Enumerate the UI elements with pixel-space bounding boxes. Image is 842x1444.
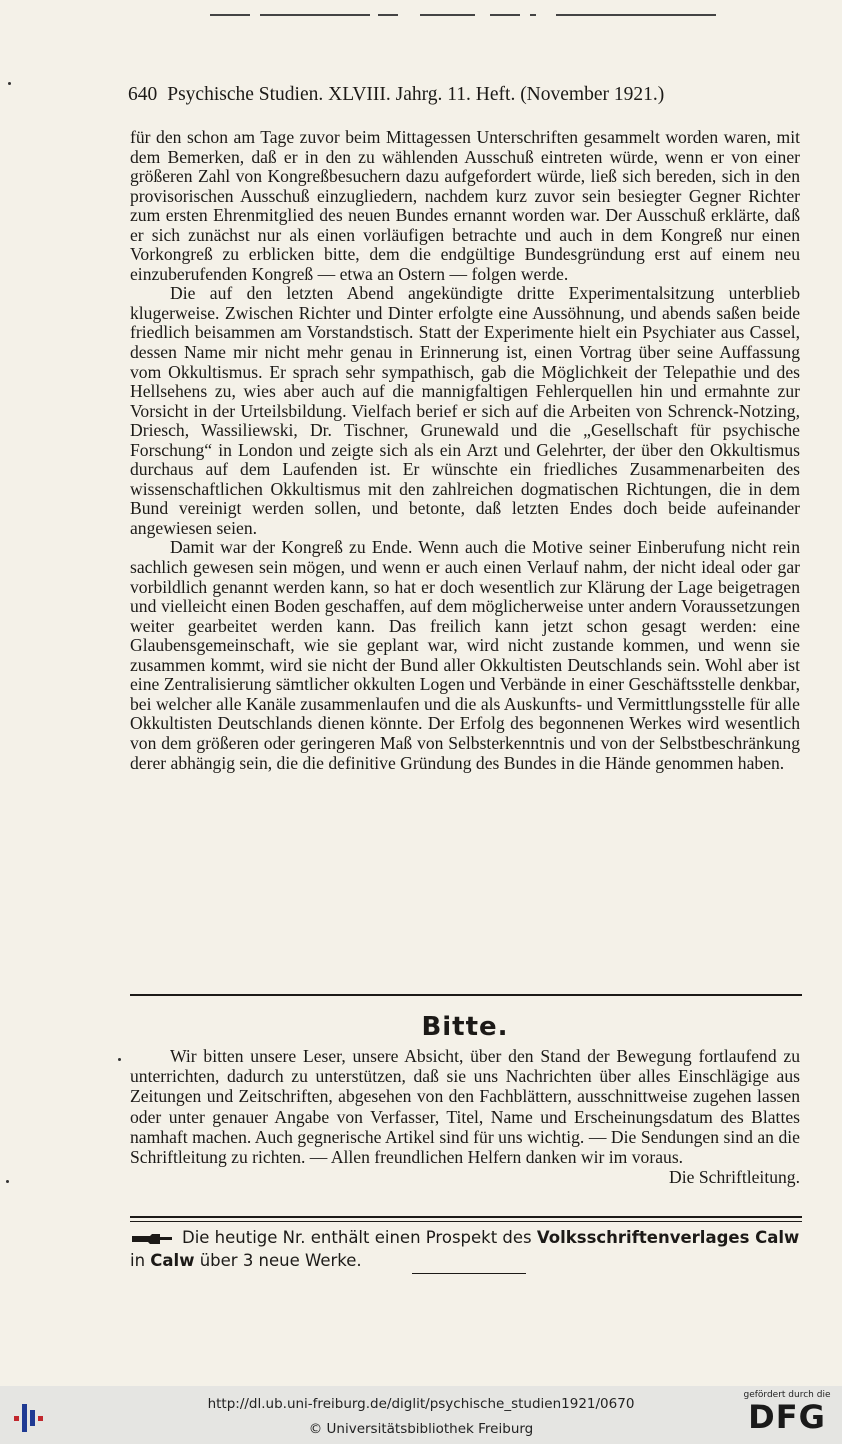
dfg-logo: DFG [748, 1398, 826, 1436]
copyright-notice: © Universitätsbibliothek Freiburg [308, 1421, 534, 1437]
bitte-notice [130, 1046, 800, 1187]
scan-speck [118, 1058, 121, 1061]
article-paragraph: für den schon am Tage zuvor beim Mittagessen Unterschriften gesammelt worden waren, mit dem Bemerken, daß er in den zu wählenden Ausschuß eintreten würde, wenn er von einer größeren Zahl von Kongreßbesuchern dazu aufgefordert würde, ließ sich bereden, sich in den provisorischen Ausschuß einzugliedern, nachdem kurz zuvor sein besiegter Gegner Richter zum ersten Ehrenmitglied des neuen Bundes ernannt worden war. Der Ausschuß erklärte, daß er sich zunächst nur als einen vorläufigen betrachte und auch in dem Kongreß nur einen Vorkongreß zu erblicken bitte, dem die endgültige Bundesgründung erst auf einem neu einzuberufenden Kongreß — etwa an Ostern — folgen werde. [130, 127, 800, 284]
pointing-hand-icon [130, 1233, 174, 1245]
funder-badge [742, 1390, 832, 1434]
article-paragraph: Damit war der Kongreß zu Ende. Wenn auch die Motive seiner Einberufung nicht rein sachlich gewesen sein mögen, und wenn er auch einen Verlauf nahm, der nicht ideal oder gar vorbildlich genannt werden kann, so hat er doch wesentlich zur Klärung der Lage beigetragen und vielleicht einen Boden geschaffen, auf dem möglicherweise unter andern Voraussetzungen weiter gearbeitet werden kann. Das freilich kann jetzt schon gesagt werden: eine Glaubensgemeinschaft, wie sie geplant war, wird nicht zustande kommen, und wenn sie zusammen kommt, wird sie nicht der Bund aller Okkultisten Deutschlands sein. Wohl aber ist eine Zentralisierung sämtlicher okkulten Logen und Verbände in einer Geschäftsstelle denkbar, bei welcher alle Kanäle zusammenlaufen und die als Auskunfts- und Vermittlungsstelle für alle Okkultisten Deutschlands dienen könnte. Der Erfolg des begonnenen Werkes wird wesentlich von dem größeren oder geringeren Maß von Selbsterkenntnis und von der Selbstbeschränkung derer abhängig sein, die die definitive Gründung des Bundes in die Hände genommen haben. [130, 537, 800, 773]
scan-header-marks [200, 14, 720, 20]
scan-speck [6, 1180, 9, 1183]
notice-text: in [130, 1251, 146, 1270]
article-body [130, 128, 800, 773]
article-paragraph: Die auf den letzten Abend angekündigte dritte Experimentalsitzung unterblieb klugerweise. Zwischen Richter und Dinter erfolgte eine Aussöhnung, und abends saßen beide friedlich beisammen am Vorstandstisch. Statt der Experimente hielt ein Psychiater aus Cassel, dessen Name mir nicht mehr genau in Erinnerung ist, einen Vortrag über seine Auffassung vom Okkultismus. Er sprach sehr sympathisch, gab die Möglichkeit der Telepathie und des Hellsehens zu, wies aber auch auf die mannigfaltigen Fehlerquellen hin und ermahnte zur Vorsicht in der Urteilsbildung. Vielfach berief er sich auf die Arbeiten von Schrenck-Notzing, Driesch, Wassiliewski, Dr. Tischner, Grunewald und die „Gesellschaft für psychische Forschung“ in London und zeigte sich als ein Arzt und Gelehrter, der über den Okkultismus durchaus auf dem Laufenden ist. Er wünschte ein friedliches Zusammenarbeiten des wissenschaftlichen Okkultismus mit den zahlreichen dogmatischen Richtungen, die in dem Bund vereinigt werden sollen, und betonte, daß letzten Endes doch beide aufeinander angewiesen seien. [130, 283, 800, 538]
notice-divider [130, 1216, 802, 1222]
page-number: 640 [128, 84, 158, 105]
notice-publisher: Volksschriftenverlages Calw [536, 1228, 800, 1247]
notice-place: Calw [150, 1251, 195, 1270]
bitte-signoff: Die Schriftleitung. [669, 1167, 800, 1188]
funder-caption: gefördert durch die [743, 1390, 831, 1400]
notice-underline [412, 1273, 526, 1274]
bitte-heading: Bitte. [421, 1012, 509, 1042]
prospectus-notice [130, 1226, 810, 1272]
digital-library-footer [0, 1386, 842, 1444]
section-divider [130, 994, 802, 996]
bitte-paragraph: Wir bitten unsere Leser, unsere Absicht, über den Stand der Bewegung fortlaufend zu unterrichten, dadurch zu unterstützen, daß sie uns Nachrichten über alles Einschlägige aus Zeitungen und Zeitschriften, abgesehen von den Fachblättern, ausschnittweise zugehen lassen oder unter genauer Angabe von Verfasser, Titel, Name und Erscheinungsdatum des Blattes namhaft machen. Auch gegnerische Artikel sind für uns wichtig. — Die Sendungen sind an die Schriftleitung zu richten. — Allen freundlichen Helfern danken wir im voraus. [130, 1046, 800, 1168]
running-header [128, 84, 768, 106]
notice-text: über 3 neue Werke. [199, 1251, 362, 1270]
notice-text: Die heutige Nr. enthält einen Prospekt des [182, 1228, 532, 1247]
scan-speck [8, 82, 11, 85]
running-title: Psychische Studien. XLVIII. Jahrg. 11. Heft. (November 1921.) [167, 84, 665, 105]
source-url-link[interactable]: http://dl.ub.uni-freiburg.de/diglit/psychische_studien1921/0670 [207, 1396, 635, 1412]
